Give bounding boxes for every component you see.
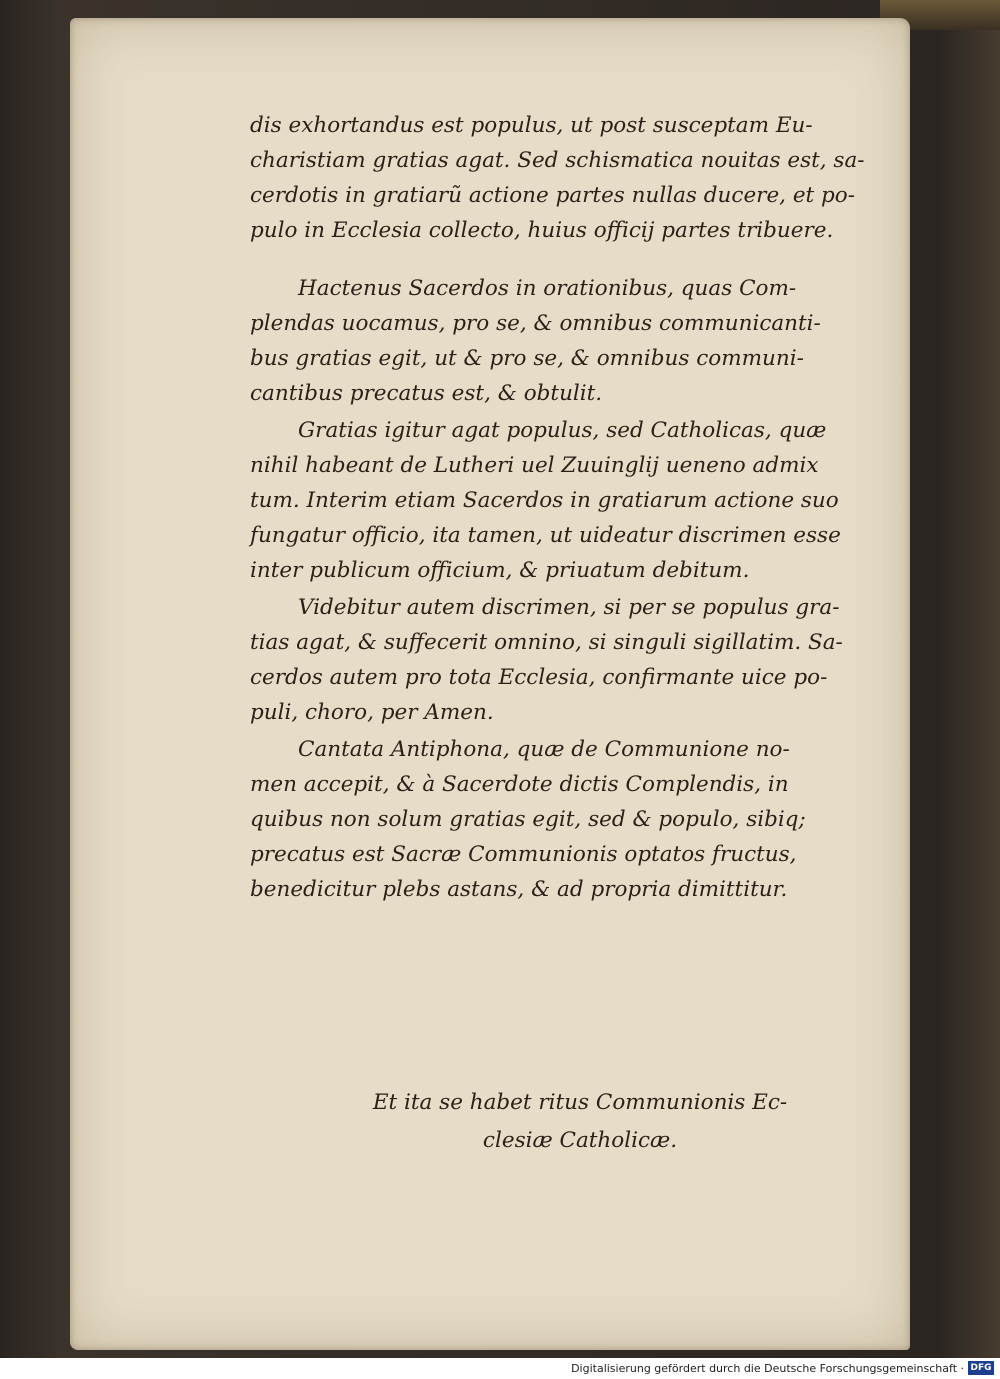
text-line: cantibus precatus est, & obtulit. xyxy=(250,381,603,406)
text-line: puli, choro, per Amen. xyxy=(250,700,494,725)
closing-line-1: Et ita se habet ritus Communionis Ec- xyxy=(372,1090,788,1115)
text-line: bus gratias egit, ut & pro se, & omnibus communi- xyxy=(250,346,804,371)
text-line: charistiam gratias agat. Sed schismatica nouitas est, sa- xyxy=(250,148,865,173)
text-line: cerdotis in gratiarũ actione partes nullas ducere, et po- xyxy=(250,183,856,208)
text-line: nihil habeant de Lutheri uel Zuuinglij ueneno admix xyxy=(250,453,819,478)
text-line: dis exhortandus est populus, ut post susceptam Eu- xyxy=(250,113,813,138)
digitization-footer xyxy=(0,1358,1000,1379)
funding-credit: Digitalisierung gefördert durch die Deutsche Forschungsgemeinschaft · xyxy=(571,1362,964,1375)
text-line: fungatur officio, ita tamen, ut uideatur discrimen esse xyxy=(250,523,841,548)
paragraph-5 xyxy=(250,732,910,907)
paragraph-2 xyxy=(250,271,910,411)
text-line: Hactenus Sacerdos in orationibus, quas Com- xyxy=(298,276,797,301)
paragraph-4 xyxy=(250,590,910,730)
paragraph-1 xyxy=(250,108,910,248)
text-line: tias agat, & suffecerit omnino, si singuli sigillatim. Sa- xyxy=(250,630,843,655)
text-line: pulo in Ecclesia collecto, huius officij partes tribuere. xyxy=(250,218,834,243)
paragraph-3 xyxy=(250,413,910,588)
dfg-logo-icon: DFG xyxy=(968,1361,994,1375)
closing-line-2: clesiæ Catholicæ. xyxy=(482,1128,678,1153)
text-line: Cantata Antiphona, quæ de Communione no- xyxy=(298,737,790,762)
text-line: men accepit, & à Sacerdote dictis Complendis, in xyxy=(250,772,789,797)
closing-statement xyxy=(250,1084,910,1160)
text-line: Videbitur autem discrimen, si per se populus gra- xyxy=(298,595,840,620)
text-line: benedicitur plebs astans, & ad propria dimittitur. xyxy=(250,877,788,902)
text-line: quibus non solum gratias egit, sed & populo, sibiq; xyxy=(250,807,806,832)
text-line: Gratias igitur agat populus, sed Catholicas, quæ xyxy=(298,418,827,443)
text-line: cerdos autem pro tota Ecclesia, confirmante uice po- xyxy=(250,665,828,690)
text-line: tum. Interim etiam Sacerdos in gratiarum actione suo xyxy=(250,488,839,513)
page-body-text xyxy=(250,108,910,907)
text-line: plendas uocamus, pro se, & omnibus communicanti- xyxy=(250,311,821,336)
text-line: precatus est Sacræ Communionis optatos fructus, xyxy=(250,842,797,867)
text-line: inter publicum officium, & priuatum debitum. xyxy=(250,558,750,583)
